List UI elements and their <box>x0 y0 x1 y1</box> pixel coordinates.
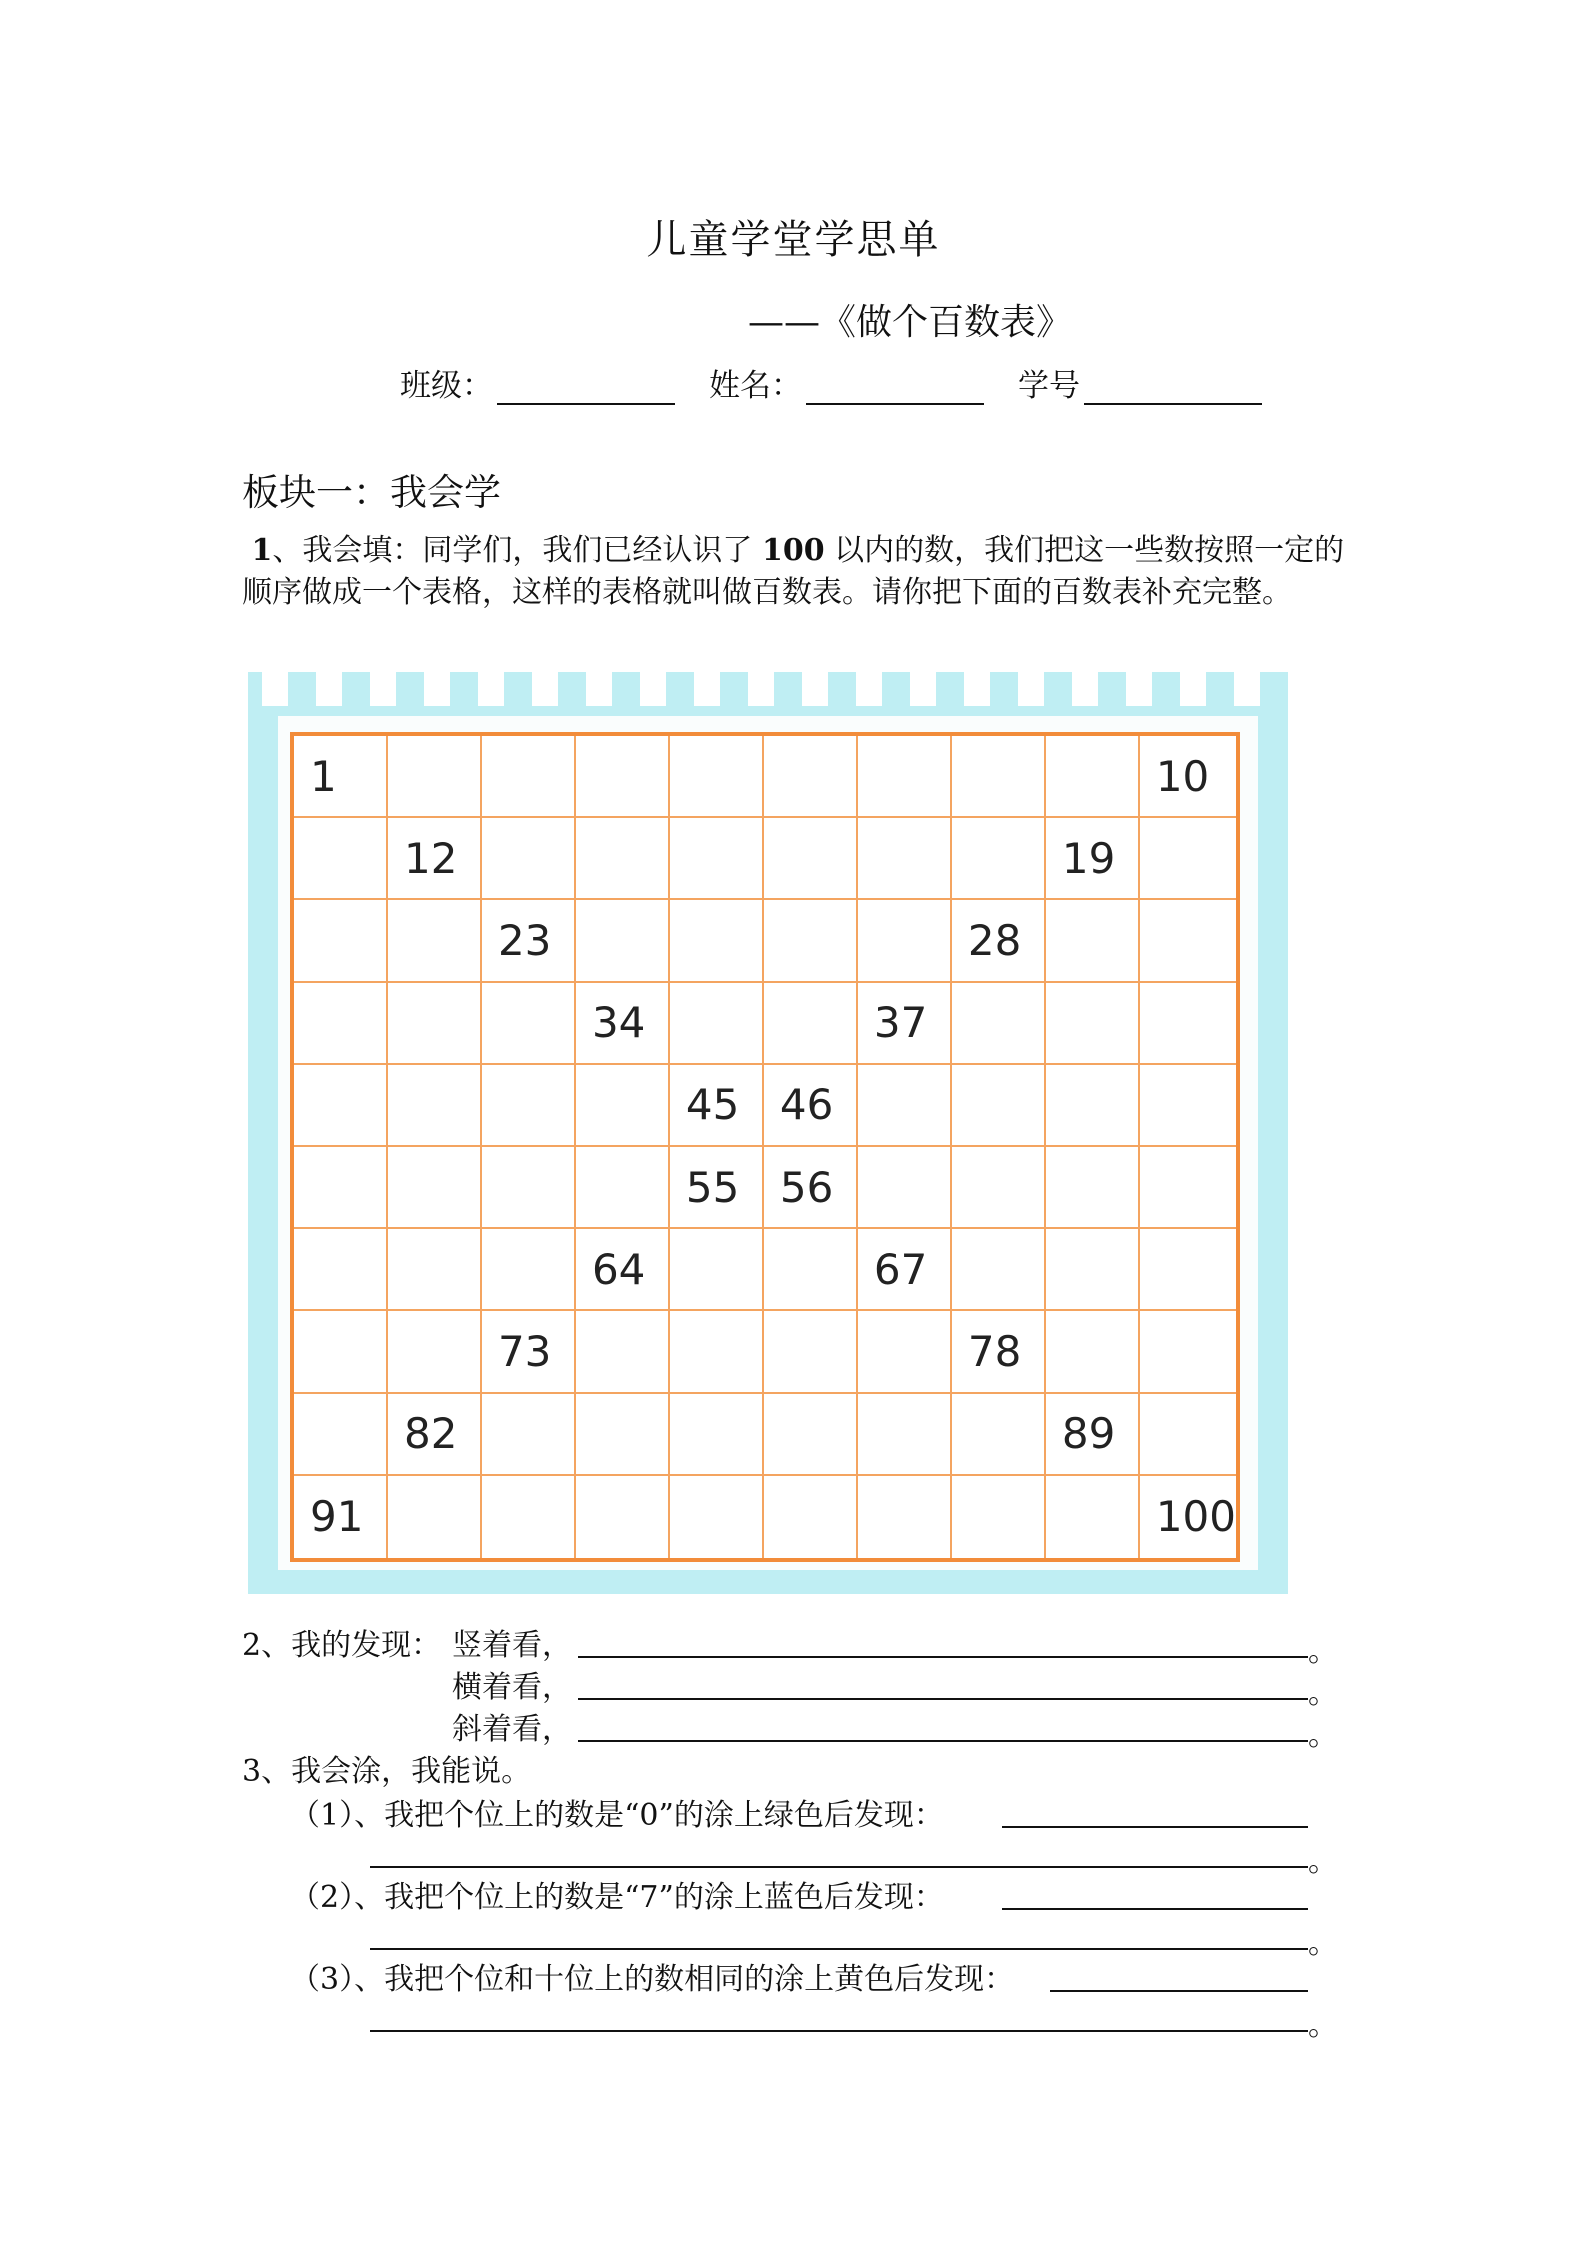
chart-cell[interactable] <box>858 818 952 900</box>
chart-cell[interactable]: 28 <box>952 900 1046 982</box>
chart-cell[interactable] <box>388 736 482 818</box>
chart-cell[interactable] <box>1140 1229 1236 1311</box>
chart-cell[interactable] <box>670 818 764 900</box>
chart-cell[interactable] <box>1046 1476 1140 1558</box>
q2-diagonal-end: 。 <box>1308 1718 1338 1753</box>
chart-cell[interactable]: 23 <box>482 900 576 982</box>
chart-cell[interactable] <box>858 1311 952 1393</box>
chart-cell[interactable] <box>576 900 670 982</box>
chart-cell[interactable] <box>482 1229 576 1311</box>
q2-diagonal-answer-line[interactable] <box>578 1740 1308 1742</box>
chart-cell[interactable] <box>1140 983 1236 1065</box>
chart-cell[interactable] <box>294 900 388 982</box>
chart-cell[interactable] <box>576 818 670 900</box>
chart-cell[interactable] <box>952 983 1046 1065</box>
chart-cell[interactable] <box>858 1147 952 1229</box>
q2-horizontal-answer-line[interactable] <box>578 1698 1308 1700</box>
chart-cell[interactable] <box>1140 1065 1236 1147</box>
q3-item-1-answer-line-b[interactable] <box>370 1866 1308 1868</box>
chart-cell[interactable] <box>294 818 388 900</box>
chart-cell[interactable] <box>294 1311 388 1393</box>
q2-diagonal-label: 斜着看， <box>452 1712 572 1747</box>
chart-cell[interactable] <box>1140 900 1236 982</box>
q3-item-3-answer-line-a[interactable] <box>1050 1990 1308 1992</box>
q2-vertical-label: 竖着看， <box>452 1628 572 1663</box>
chart-cell[interactable] <box>764 983 858 1065</box>
chart-cell[interactable] <box>294 983 388 1065</box>
chart-cell[interactable] <box>1140 1147 1236 1229</box>
q3-label: 3、我会涂，我能说。 <box>242 1754 532 1789</box>
chart-cell[interactable] <box>858 1065 952 1147</box>
student-info-row <box>400 360 1262 405</box>
q2-horizontal-label: 横着看， <box>452 1670 572 1705</box>
chart-cell[interactable]: 67 <box>858 1229 952 1311</box>
chart-cell[interactable] <box>1046 736 1140 818</box>
chart-cell[interactable] <box>858 1394 952 1476</box>
q3-item-1-end: 。 <box>1308 1844 1338 1879</box>
q3-item-1: （1）、我把个位上的数是“0”的涂上绿色后发现： <box>290 1798 944 1833</box>
chart-cell[interactable] <box>670 1311 764 1393</box>
chart-cell[interactable] <box>764 818 858 900</box>
chart-cell[interactable] <box>1046 983 1140 1065</box>
chart-cell[interactable] <box>294 1229 388 1311</box>
chart-cell[interactable] <box>952 1476 1046 1558</box>
chart-cell[interactable]: 82 <box>388 1394 482 1476</box>
chart-cell[interactable] <box>858 1476 952 1558</box>
chart-cell[interactable] <box>388 900 482 982</box>
chart-cell[interactable]: 19 <box>1046 818 1140 900</box>
chart-cell[interactable]: 12 <box>388 818 482 900</box>
chart-cell[interactable] <box>388 1147 482 1229</box>
page-title: 儿童学堂学思单 <box>646 217 941 263</box>
q2-label: 2、我的发现： <box>242 1628 442 1663</box>
chart-cell[interactable] <box>670 1476 764 1558</box>
chart-cell[interactable]: 10 <box>1140 736 1236 818</box>
chart-cell[interactable] <box>764 1229 858 1311</box>
chart-cell[interactable] <box>952 736 1046 818</box>
chart-cell[interactable] <box>670 1394 764 1476</box>
chart-cell[interactable] <box>952 1229 1046 1311</box>
chart-cell[interactable]: 1 <box>294 736 388 818</box>
section-heading: 板块一：我会学 <box>242 471 501 514</box>
q1-text-b: 以内的数，我们把这一些数按照一定的顺序做成一个表格，这样的表格就叫做百数表。请你把下面的百数表补充完整。 <box>242 533 1345 610</box>
frame-decoration <box>248 672 1288 716</box>
chart-cell[interactable] <box>482 818 576 900</box>
q1-bold-number: 100 <box>761 533 825 568</box>
chart-cell[interactable]: 46 <box>764 1065 858 1147</box>
student-number-label: 学号 <box>1018 368 1080 404</box>
chart-cell[interactable] <box>1140 818 1236 900</box>
hundred-chart <box>290 732 1240 1562</box>
class-label: 班级： <box>400 368 493 404</box>
q3-item-2-end: 。 <box>1308 1926 1338 1961</box>
chart-cell[interactable] <box>764 1311 858 1393</box>
chart-cell[interactable] <box>388 1311 482 1393</box>
q3-item-3: （3）、我把个位和十位上的数相同的涂上黄色后发现： <box>290 1962 1015 1997</box>
chart-cell[interactable] <box>952 1394 1046 1476</box>
chart-cell[interactable]: 37 <box>858 983 952 1065</box>
chart-cell[interactable]: 73 <box>482 1311 576 1393</box>
chart-cell[interactable] <box>482 736 576 818</box>
chart-cell[interactable] <box>1140 1394 1236 1476</box>
question-1-text <box>242 530 1347 614</box>
chart-cell[interactable] <box>1046 1147 1140 1229</box>
chart-cell[interactable]: 56 <box>764 1147 858 1229</box>
student-number-field[interactable] <box>1084 373 1262 405</box>
chart-cell[interactable] <box>388 1065 482 1147</box>
chart-cell[interactable] <box>1046 1311 1140 1393</box>
chart-cell[interactable] <box>482 1065 576 1147</box>
chart-cell[interactable] <box>764 736 858 818</box>
chart-cell[interactable]: 100 <box>1155 1492 1236 1542</box>
chart-cell[interactable] <box>388 1229 482 1311</box>
chart-cell[interactable] <box>294 1065 388 1147</box>
chart-cell[interactable]: 78 <box>952 1311 1046 1393</box>
chart-cell[interactable] <box>858 736 952 818</box>
chart-cell[interactable]: 34 <box>576 983 670 1065</box>
chart-cell[interactable] <box>952 1065 1046 1147</box>
name-field[interactable] <box>806 373 984 405</box>
chart-cell[interactable] <box>1046 1065 1140 1147</box>
chart-cell[interactable] <box>482 1394 576 1476</box>
chart-cell[interactable] <box>294 1394 388 1476</box>
chart-cell[interactable] <box>764 1476 858 1558</box>
chart-cell[interactable] <box>576 736 670 818</box>
q2-horizontal-end: 。 <box>1308 1676 1338 1711</box>
chart-cell[interactable] <box>482 1147 576 1229</box>
q1-number: 1 <box>251 533 273 568</box>
chart-cell[interactable] <box>576 1311 670 1393</box>
chart-cell[interactable] <box>952 818 1046 900</box>
chart-cell[interactable] <box>576 1065 670 1147</box>
chart-cell[interactable] <box>764 1394 858 1476</box>
chart-cell[interactable]: 55 <box>670 1147 764 1229</box>
chart-cell[interactable] <box>858 900 952 982</box>
chart-cell[interactable] <box>388 1476 482 1558</box>
chart-cell[interactable] <box>482 983 576 1065</box>
page-subtitle: ——《做个百数表》 <box>748 302 1073 343</box>
chart-cell[interactable] <box>388 983 482 1065</box>
q2-vertical-end: 。 <box>1308 1634 1338 1669</box>
chart-cell[interactable] <box>670 983 764 1065</box>
q3-item-2-answer-line-b[interactable] <box>370 1948 1308 1950</box>
chart-cell[interactable] <box>1046 1229 1140 1311</box>
chart-cell[interactable] <box>576 1394 670 1476</box>
chart-cell[interactable] <box>576 1147 670 1229</box>
chart-cell[interactable]: 64 <box>576 1229 670 1311</box>
chart-cell[interactable] <box>294 1147 388 1229</box>
chart-cell[interactable] <box>576 1476 670 1558</box>
chart-cell[interactable] <box>670 1229 764 1311</box>
chart-cell[interactable]: 45 <box>670 1065 764 1147</box>
chart-cell[interactable] <box>482 1476 576 1558</box>
chart-cell[interactable] <box>764 900 858 982</box>
chart-cell[interactable] <box>1046 900 1140 982</box>
chart-cell[interactable]: 89 <box>1046 1394 1140 1476</box>
q3-item-2-answer-line-a[interactable] <box>1002 1908 1308 1910</box>
chart-cell[interactable]: 91 <box>294 1476 388 1558</box>
q3-item-3-end: 。 <box>1308 2008 1338 2043</box>
name-label: 姓名： <box>709 368 802 404</box>
chart-cell[interactable] <box>670 900 764 982</box>
chart-cell[interactable] <box>1140 1311 1236 1393</box>
q3-item-1-answer-line-a[interactable] <box>1002 1826 1308 1828</box>
chart-cell[interactable] <box>670 736 764 818</box>
q2-vertical-answer-line[interactable] <box>578 1656 1308 1658</box>
q1-text-a: 、我会填：同学们，我们已经认识了 <box>272 533 753 568</box>
class-field[interactable] <box>497 373 675 405</box>
q3-item-3-answer-line-b[interactable] <box>370 2030 1308 2032</box>
q3-item-2: （2）、我把个位上的数是“7”的涂上蓝色后发现： <box>290 1880 944 1915</box>
chart-cell[interactable] <box>952 1147 1046 1229</box>
